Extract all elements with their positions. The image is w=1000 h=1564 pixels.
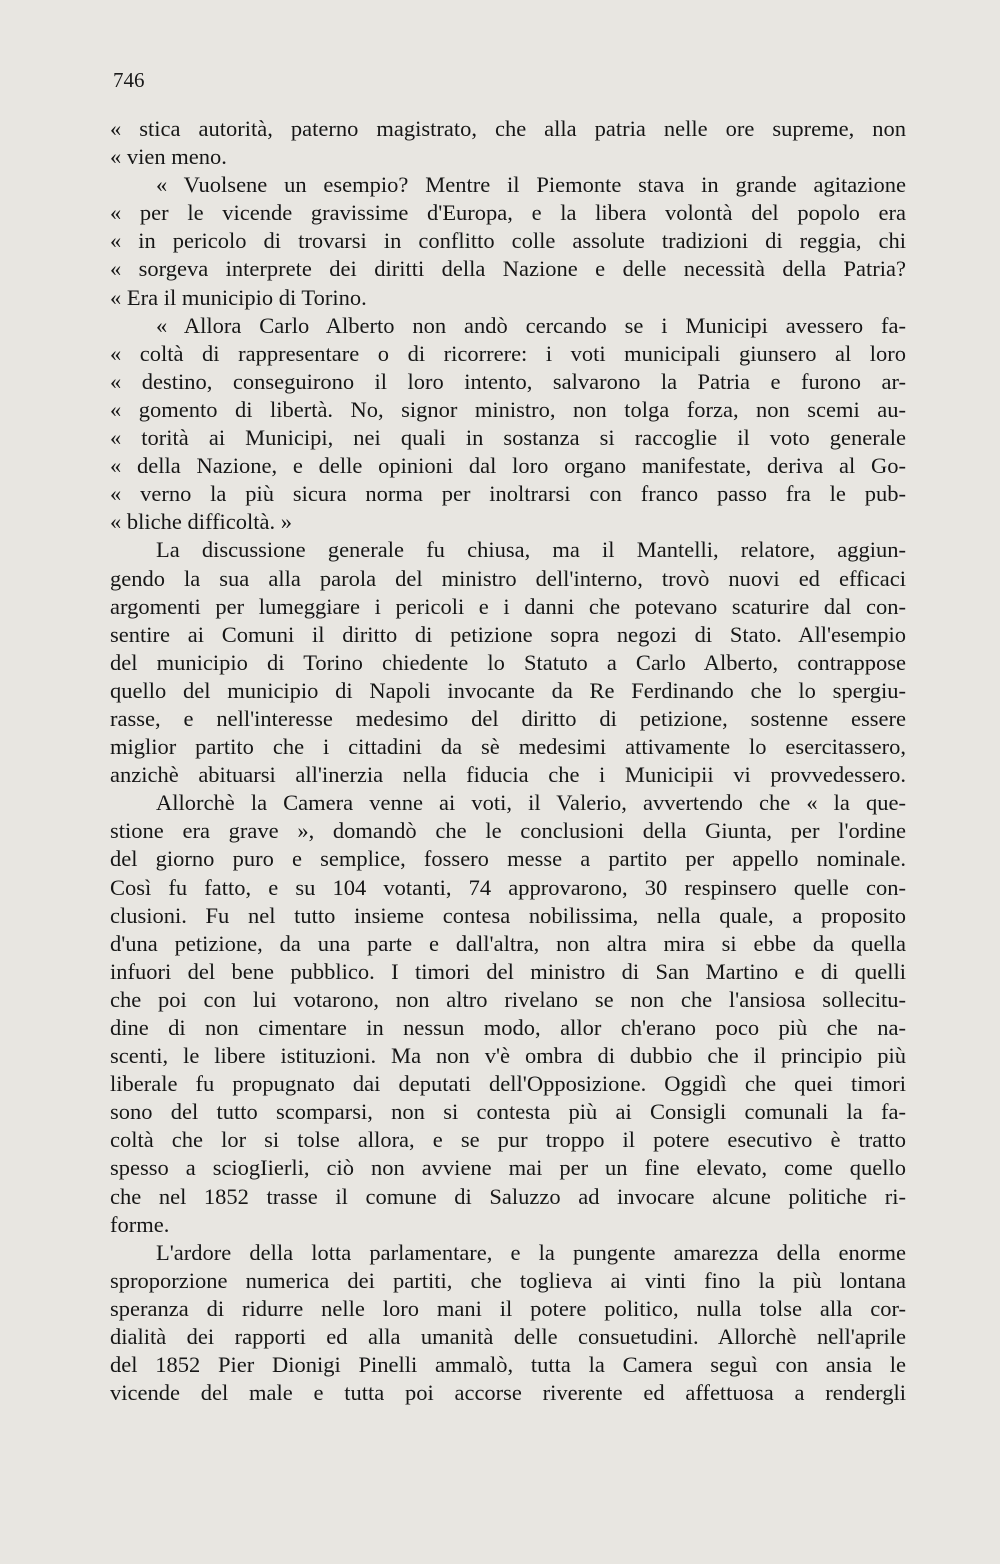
text-line: sproporzione numerica dei partiti, che toglieva ai vinti fino la più lontana <box>110 1267 906 1293</box>
text-line: dialità dei rapporti ed alla umanità delle consuetudini. Allorchè nell'aprile <box>110 1324 906 1350</box>
text-line: quello del municipio di Napoli invocante da Re Ferdinando che lo spergiu- <box>110 677 906 703</box>
text-line: « per le vicende gravissime d'Europa, e la libera volontà del popolo era <box>110 200 906 226</box>
text-line: infuori del bene pubblico. I timori del ministro di San Martino e di quelli <box>110 958 906 984</box>
text-line: « coltà di rappresentare o di ricorrere: i voti municipali giunsero al loro <box>110 340 906 366</box>
text-line: coltà che lor si tolse allora, e se pur troppo il potere esecutivo è tratto <box>110 1127 906 1153</box>
text-line: che nel 1852 trasse il comune di Saluzzo ad invocare alcune politiche ri- <box>110 1183 906 1209</box>
text-line: La discussione generale fu chiusa, ma il Mantelli, relatore, aggiun- <box>156 537 906 563</box>
text-line: sentire ai Comuni il diritto di petizione sopra negozi di Stato. All'esempio <box>110 621 906 647</box>
text-line: « Vuolsene un esempio? Mentre il Piemonte stava in grande agitazione <box>156 172 906 198</box>
text-line: del 1852 Pier Dionigi Pinelli ammalò, tutta la Camera seguì con ansia le <box>110 1352 906 1378</box>
text-line: del municipio di Torino chiedente lo Statuto a Carlo Alberto, contrappose <box>110 649 906 675</box>
text-line: « vien meno. <box>110 144 227 170</box>
text-line: « torità ai Municipi, nei quali in sostanza si raccoglie il voto generale <box>110 425 906 451</box>
text-line: Così fu fatto, e su 104 votanti, 74 approvarono, 30 respinsero quelle con- <box>110 874 906 900</box>
text-line: vicende del male e tutta poi accorse riverente ed affettuosa a rendergli <box>110 1380 906 1406</box>
text-line: speranza di ridurre nelle loro mani il potere politico, nulla tolse alla cor- <box>110 1295 906 1321</box>
text-line: Allorchè la Camera venne ai voti, il Valerio, avvertendo che « la que- <box>156 790 906 816</box>
text-line: del giorno puro e semplice, fossero messe a partito per appello nominale. <box>110 846 906 872</box>
text-line: liberale fu propugnato dai deputati dell'Opposizione. Oggidì che quei timori <box>110 1071 906 1097</box>
text-line: spesso a sciogIierli, ciò non avviene mai per un fine elevato, come quello <box>110 1155 906 1181</box>
text-line: L'ardore della lotta parlamentare, e la pungente amarezza della enorme <box>156 1239 906 1265</box>
text-line: forme. <box>110 1211 170 1237</box>
text-line: « in pericolo di trovarsi in conflitto colle assolute tradizioni di reggia, chi <box>110 228 906 254</box>
text-line: « destino, conseguirono il loro intento, salvarono la Patria e furono ar- <box>110 368 906 394</box>
body-text <box>110 115 906 1407</box>
text-line: anzichè abituarsi all'inerzia nella fiducia che i Municipii vi provvedessero. <box>110 762 906 788</box>
text-line: argomenti per lumeggiare i pericoli e i danni che potevano scaturire dal con- <box>110 593 906 619</box>
text-line: « gomento di libertà. No, signor ministro, non tolga forza, non scemi au- <box>110 396 906 422</box>
text-line: gendo la sua alla parola del ministro dell'interno, trovò nuovi ed efficaci <box>110 565 906 591</box>
text-line: « stica autorità, paterno magistrato, che alla patria nelle ore supreme, non <box>110 116 906 141</box>
text-line: « Allora Carlo Alberto non andò cercando se i Municipi avessero fa- <box>156 312 906 338</box>
text-line: miglior partito che i cittadini da sè medesimi attivamente lo esercitassero, <box>110 734 906 760</box>
text-line: dine di non cimentare in nessun modo, allor ch'erano poco più che na- <box>110 1015 906 1040</box>
text-line: clusioni. Fu nel tutto insieme contesa nobilissima, nella quale, a proposito <box>110 902 906 928</box>
text-line: scenti, le libere istituzioni. Ma non v'è ombra di dubbio che il principio più <box>110 1043 906 1069</box>
page-number: 746 <box>113 68 145 92</box>
text-line: sono del tutto scomparsi, non si contesta più ai Consigli comunali la fa- <box>110 1099 906 1125</box>
text-line: « Era il municipio di Torino. <box>110 284 367 310</box>
text-line: « della Nazione, e delle opinioni dal loro organo manifestate, deriva al Go- <box>110 453 906 479</box>
text-line: « bliche difficoltà. » <box>110 509 293 535</box>
text-line: « sorgeva interprete dei diritti della Nazione e delle necessità della Patria? <box>110 256 906 282</box>
text-line: stione era grave », domandò che le conclusioni della Giunta, per l'ordine <box>110 818 906 844</box>
text-line: rasse, e nell'interesse medesimo del diritto di petizione, sostenne essere <box>110 705 906 731</box>
text-line: che poi con lui votarono, non altro rivelano se non che l'ansiosa sollecitu- <box>110 986 906 1012</box>
text-line: « verno la più sicura norma per inoltrarsi con franco passo fra le pub- <box>110 481 906 507</box>
text-line: d'una petizione, da una parte e dall'altra, non altra mira si ebbe da quella <box>110 930 906 956</box>
